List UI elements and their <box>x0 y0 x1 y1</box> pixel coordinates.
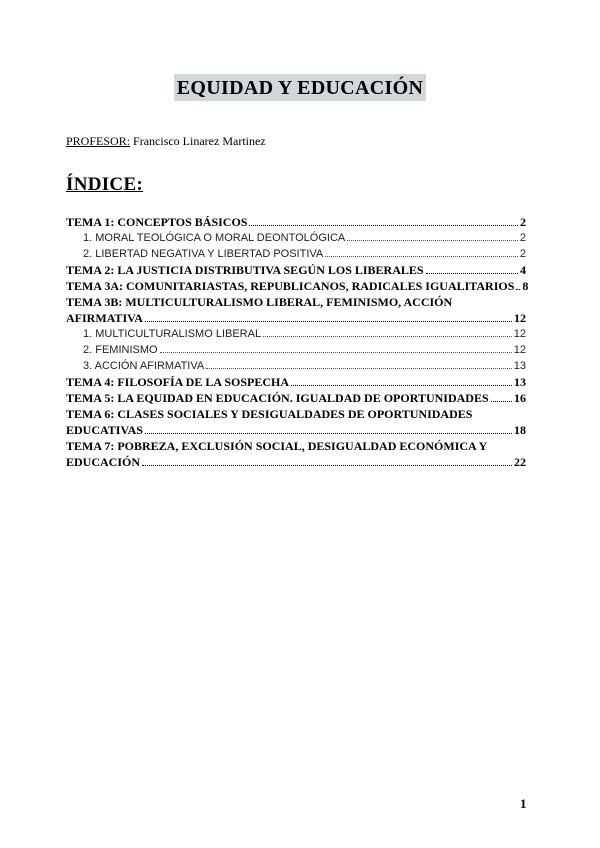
toc-entry-page: 2 <box>519 232 526 244</box>
toc-entry-page: 2 <box>520 215 526 229</box>
toc-entry[interactable] <box>66 438 526 454</box>
toc-entry-page: 2 <box>519 248 526 260</box>
toc-entry[interactable] <box>66 214 526 230</box>
document-title: EQUIDAD Y EDUCACIÓN <box>174 74 426 101</box>
toc-entry[interactable] <box>66 246 526 262</box>
toc-entry-page: 8 <box>522 279 529 293</box>
professor-label: PROFESOR: <box>66 134 131 148</box>
toc-entry-text: 3. ACCIÓN AFIRMATIVA <box>83 360 205 372</box>
toc-entry[interactable] <box>66 374 526 390</box>
toc-entry-page: 12 <box>513 344 526 356</box>
toc-entry[interactable] <box>66 358 526 374</box>
toc-entry-page: 4 <box>520 263 526 277</box>
toc-leader-dots <box>291 385 512 386</box>
toc-entry-page: 22 <box>514 455 526 469</box>
toc-entry-page: 16 <box>514 391 526 405</box>
toc-entry-text: 2. FEMINISMO <box>83 344 158 356</box>
professor-name: Francisco Linarez Martinez <box>130 134 266 148</box>
toc-entry-text: 1. MULTICULTURALISMO LIBERAL <box>83 328 262 340</box>
toc-leader-dots <box>160 352 512 353</box>
toc-entry-text: EDUCACIÓN <box>66 455 141 469</box>
toc-entry-text: TEMA 4: FILOSOFÍA DE LA SOSPECHA <box>66 375 290 389</box>
toc-entry[interactable] <box>66 278 529 294</box>
toc-leader-dots <box>249 225 518 226</box>
toc-entry[interactable] <box>66 230 526 246</box>
toc-entry-text: AFIRMATIVA <box>66 311 143 325</box>
toc-entry-text: EDUCATIVAS <box>66 423 143 437</box>
toc-entry-page: 18 <box>514 423 526 437</box>
professor-line <box>66 134 266 149</box>
toc-entry-text: TEMA 6: CLASES SOCIALES Y DESIGUALDADES DE OPORTUNIDADES <box>66 407 473 421</box>
toc-leader-dots <box>516 289 520 290</box>
toc-leader-dots <box>142 465 512 466</box>
toc-leader-dots <box>491 401 512 402</box>
toc-entry[interactable] <box>66 326 526 342</box>
toc-entry-text: TEMA 7: POBREZA, EXCLUSIÓN SOCIAL, DESIGUALDAD ECONÓMICA Y <box>66 439 488 453</box>
toc-entry-text: TEMA 5: LA EQUIDAD EN EDUCACIÓN. IGUALDAD DE OPORTUNIDADES <box>66 391 489 405</box>
toc-entry-text: TEMA 3A: COMUNITARIASTAS, REPUBLICANOS, RADICALES IGUALITARIOS <box>66 279 515 293</box>
toc-entry-page: 13 <box>513 360 526 372</box>
page-number: 1 <box>520 796 527 811</box>
toc-entry-text: 2. LIBERTAD NEGATIVA Y LIBERTAD POSITIVA <box>83 248 324 260</box>
toc-entry[interactable] <box>66 342 526 358</box>
toc-entry-page: 13 <box>514 375 526 389</box>
toc-entry[interactable] <box>66 262 526 278</box>
toc-entry[interactable] <box>66 454 526 470</box>
toc-leader-dots <box>145 433 512 434</box>
toc-entry[interactable] <box>66 422 526 438</box>
toc-leader-dots <box>347 240 518 241</box>
toc-leader-dots <box>325 256 518 257</box>
toc-leader-dots <box>426 273 518 274</box>
title-wrapper <box>0 74 600 101</box>
toc-entry-text: 1. MORAL TEOLÓGICA O MORAL DEONTOLÓGICA <box>83 232 346 244</box>
toc-entry[interactable] <box>66 390 526 406</box>
toc-entry-text: TEMA 3B: MULTICULTURALISMO LIBERAL, FEMINISMO, ACCIÓN <box>66 295 453 309</box>
toc-entry-page: 12 <box>513 328 526 340</box>
toc-entry-page: 12 <box>514 311 526 325</box>
toc-leader-dots <box>145 321 512 322</box>
toc-entry[interactable] <box>66 406 526 422</box>
toc-leader-dots <box>263 336 512 337</box>
toc-entry-text: TEMA 1: CONCEPTOS BÁSICOS <box>66 215 248 229</box>
table-of-contents <box>66 214 529 470</box>
toc-entry[interactable] <box>66 310 526 326</box>
toc-entry[interactable] <box>66 294 526 310</box>
toc-leader-dots <box>206 368 512 369</box>
toc-entry-text: TEMA 2: LA JUSTICIA DISTRIBUTIVA SEGÚN LOS LIBERALES <box>66 263 424 277</box>
index-heading: ÍNDICE: <box>66 174 144 195</box>
